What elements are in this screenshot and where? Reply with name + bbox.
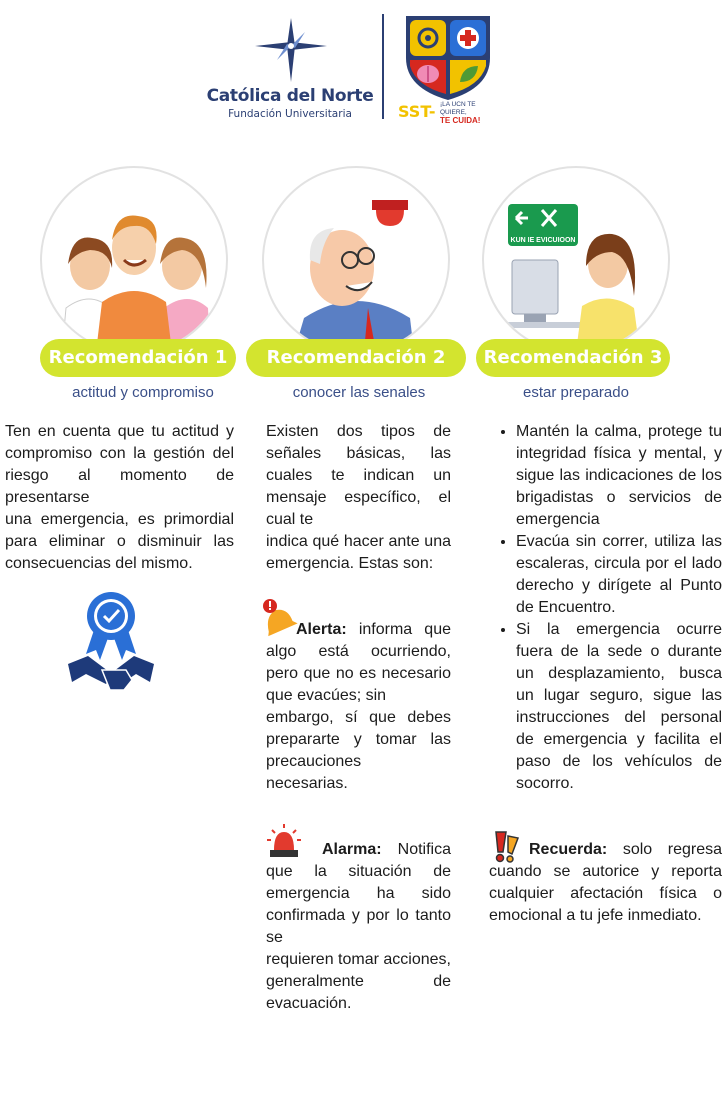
sst-tag-top: ¡LA UCN TE QUIERE, — [440, 101, 476, 116]
alert-paragraph-3: necesarias. — [266, 775, 348, 792]
recommendation-3-title: Recomendación 3 — [476, 339, 670, 377]
sst-logo — [396, 10, 500, 125]
alarm-paragraph-1 — [266, 839, 451, 949]
recommendation-3-body — [489, 421, 722, 795]
logo-divider — [382, 14, 384, 119]
remember-paragraph — [489, 839, 722, 927]
remember-note — [489, 839, 722, 927]
siren-icon — [372, 200, 408, 226]
remember-text: solo regresa cuando se autorice y reporta cualquier afectación física o emocional a tu jefe inmediato. — [489, 841, 722, 924]
alert-paragraph-2: embargo, sí que debes prepararte y tomar las precauciones — [266, 709, 451, 770]
alarm-description — [266, 839, 451, 1015]
rec2-intro-2: indica qué hacer ante una emergencia. Estas son: — [266, 533, 451, 572]
medical-cross-icon — [457, 27, 479, 49]
recommendation-1-title: Recomendación 1 — [40, 339, 236, 377]
rec2-intro-1: Existen dos tipos de señales básicas, las cuales te indican un mensaje específico, el cual te — [266, 423, 451, 528]
sst-tagline — [440, 101, 500, 126]
alert-paragraph-1 — [266, 619, 451, 707]
list-item: • Mantén la calma, protege tu integridad física y mental, y sigue las indicaciones de los brigadistas o servicios de emergencia — [516, 421, 722, 531]
illustration-woman-computer — [482, 166, 670, 354]
alert-description — [266, 619, 451, 795]
sst-tag-bottom: TE CUIDA! — [440, 116, 481, 125]
rec1-paragraph-1: Ten en cuenta que tu actitud y compromiso con la gestión del riesgo al momento de presentarse — [5, 423, 234, 506]
exit-sign-icon — [508, 204, 578, 246]
alert-label: Alerta: — [296, 621, 347, 638]
illustration-people — [40, 166, 228, 354]
alert-text-1: informa que algo está ocurriendo, pero que no es necesario que evacúes; sin — [266, 621, 451, 704]
list-item: • Evacúa sin correr, utiliza las escaleras, circula por el lado derecho y dirígete al Punto de Encuentro. — [516, 531, 722, 619]
alarm-label: Alarma: — [322, 841, 382, 858]
rec1-paragraph-2: una emergencia, es primordial para eliminar o disminuir las consecuencias del mismo. — [5, 511, 234, 572]
list-item: • Si la emergencia ocurre fuera de la sede o durante un desplazamiento, busca un lugar seguro, sigue las instrucciones del personal de emergencia y facilita el paso de los vehículos de socorro. — [516, 619, 722, 795]
recommendation-3-subtitle: estar preparado — [523, 384, 629, 401]
recommendation-2-body — [266, 421, 451, 575]
star-compass-icon — [205, 12, 375, 86]
badge-handshake-icon — [66, 590, 156, 700]
recommendation-1-body — [5, 421, 234, 575]
exit-sign-text: KUN IE EVICUIOON — [510, 237, 576, 244]
recommendation-3-list — [489, 421, 722, 795]
university-name: Católica del Norte — [206, 86, 374, 106]
alarm-paragraph-2: requieren tomar acciones, generalmente de evacuación. — [266, 951, 451, 1012]
recommendation-1-subtitle: actitud y compromiso — [72, 384, 214, 401]
brain-icon — [417, 65, 439, 83]
recommendation-2-subtitle: conocer las senales — [292, 384, 426, 401]
sst-brand: SST- — [398, 102, 436, 121]
remember-label: Recuerda: — [529, 841, 608, 858]
alarm-text-1: Notifica que la situación de emergencia ha sido confirmada y por lo tanto se — [266, 841, 451, 946]
university-subtitle: Fundación Universitaria — [228, 108, 352, 120]
recommendation-2-title: Recomendación 2 — [246, 339, 466, 377]
illustration-man-alarm — [262, 166, 450, 354]
ucn-logo — [205, 12, 375, 122]
